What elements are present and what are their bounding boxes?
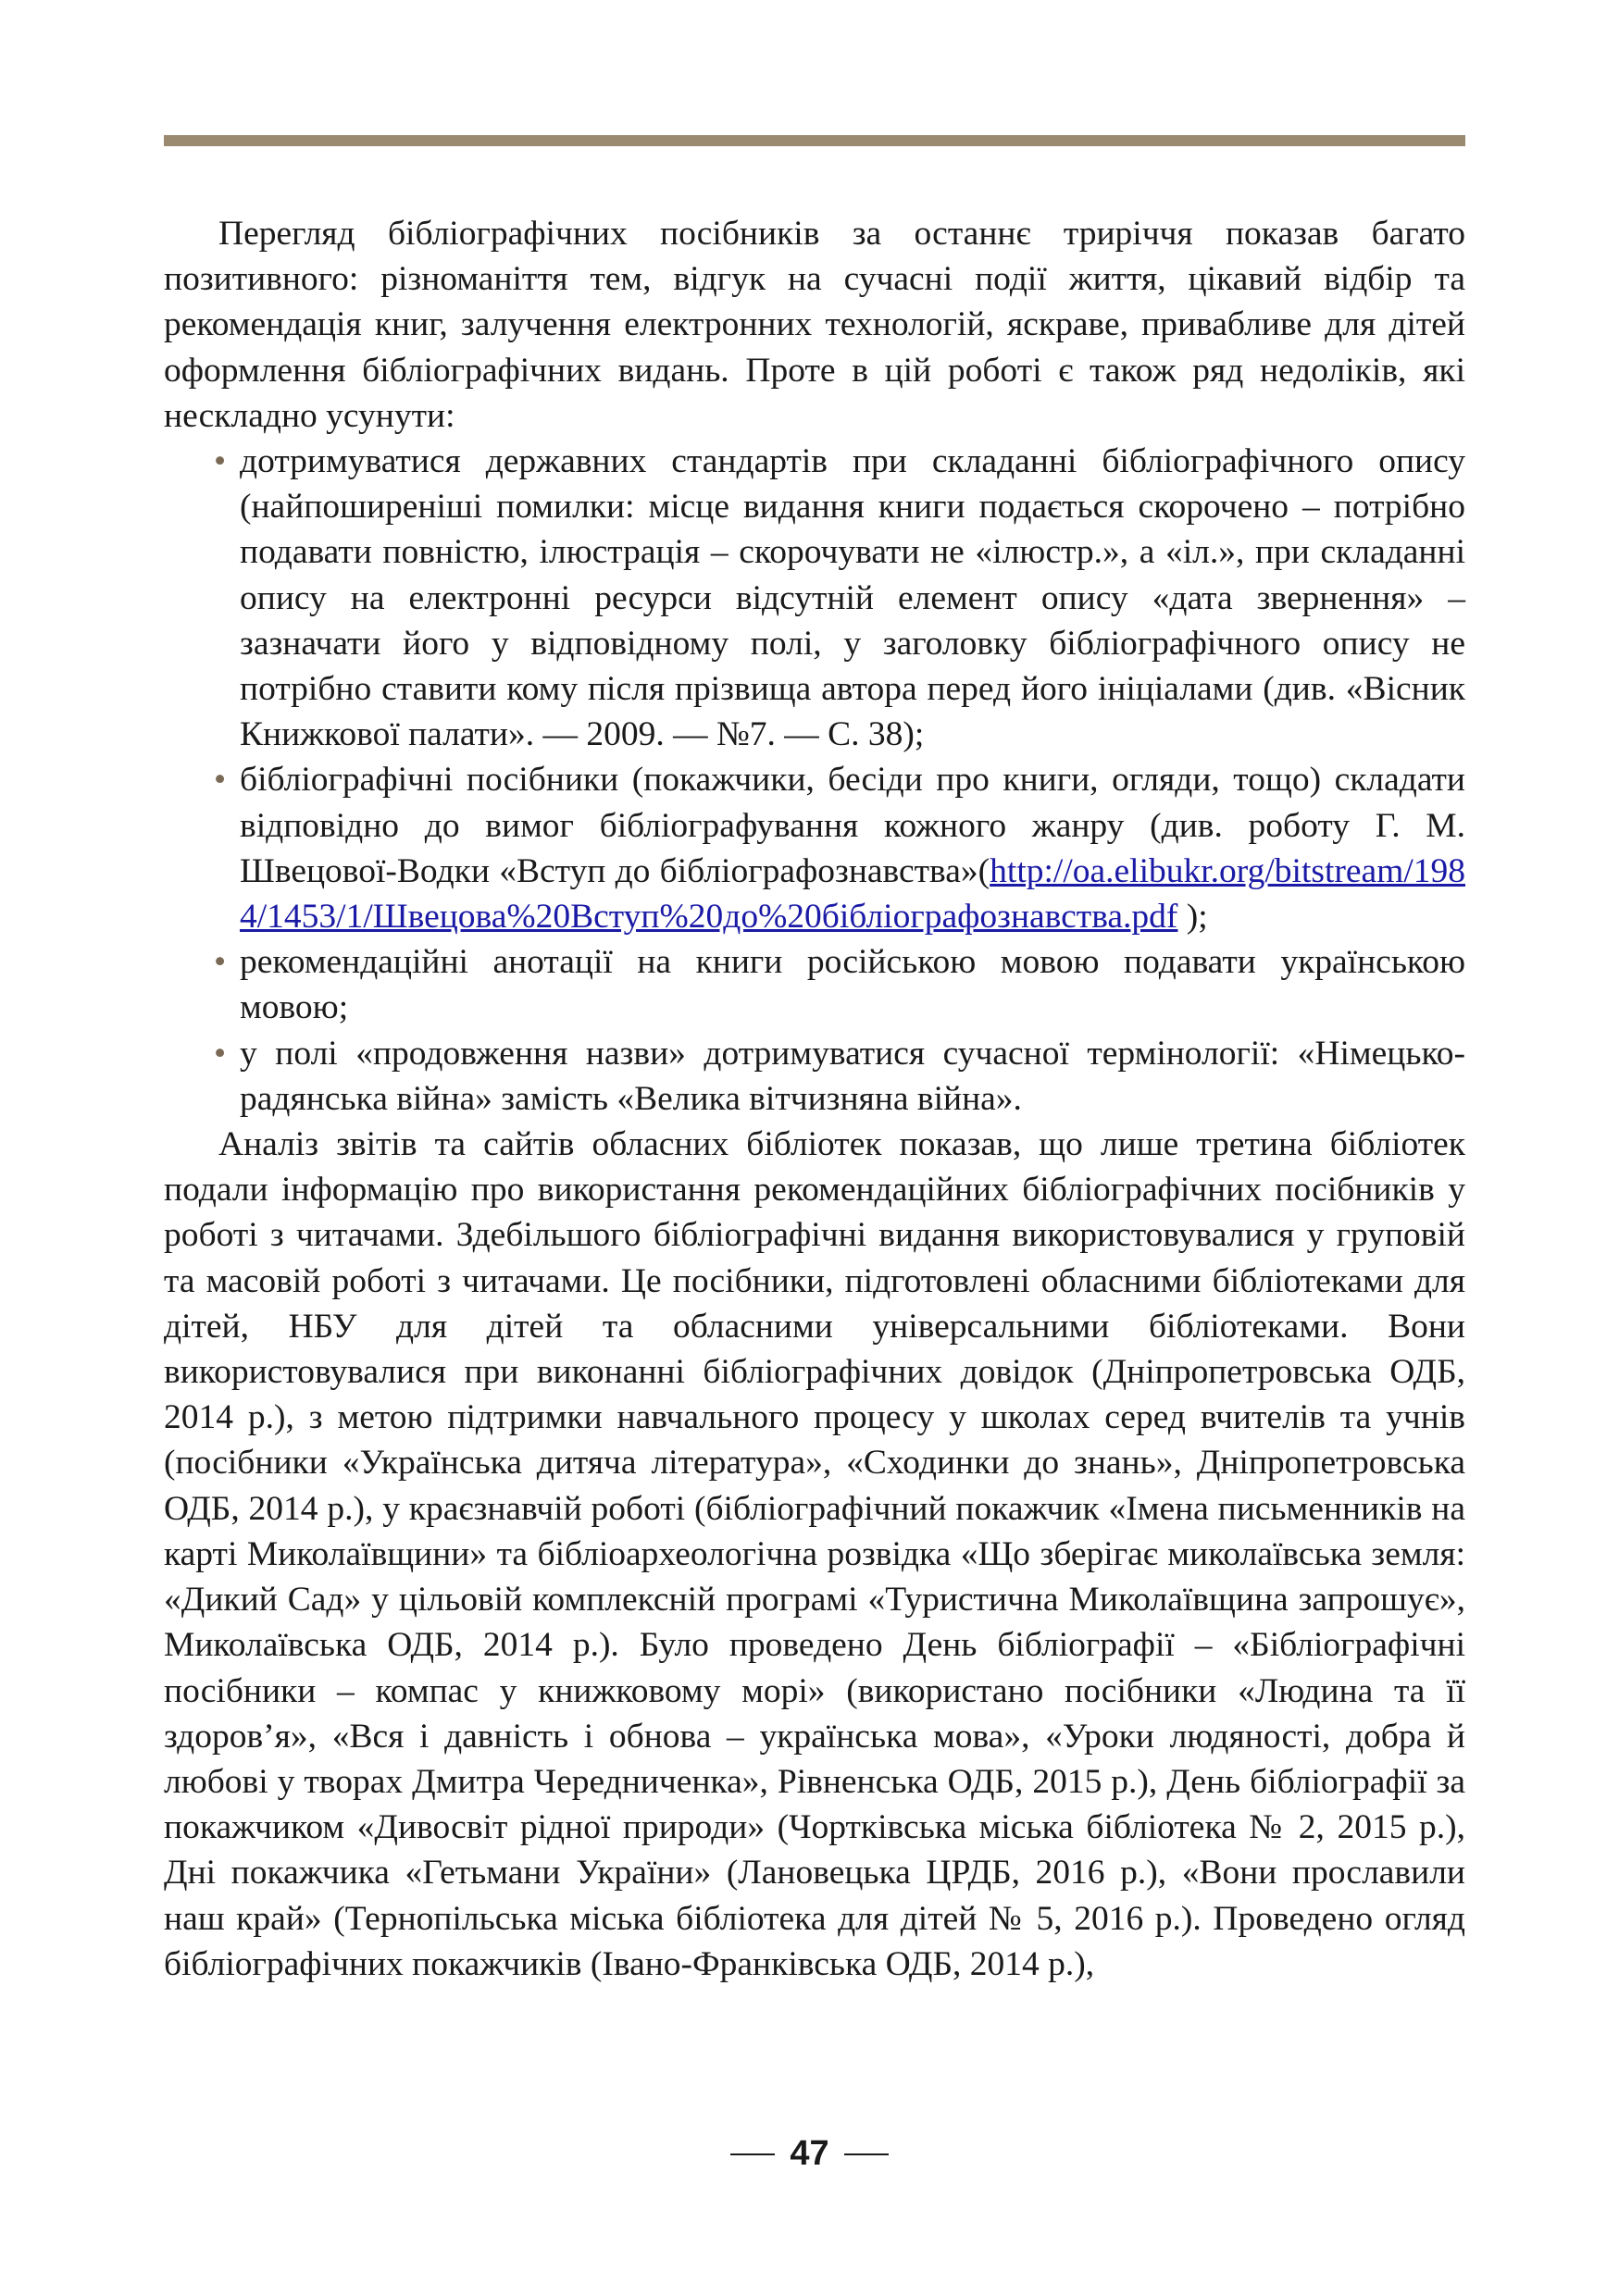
page-body <box>164 211 1465 1987</box>
footer-dash-left <box>730 2153 775 2155</box>
list-item-text: бібліографічні посібники (покажчики, бесіди про книги, огляди, тощо) складати відповідно до вимог бібліографування кожного жанру (див. роботу Г. М. Швецової-Водки «Вступ до бібліографознавства»( <box>240 761 1465 890</box>
list-item-text: у полі «продовження назви» дотримуватися сучасної термінології: «Німецько-радянська війна» замість «Велика вітчизняна війна». <box>240 1034 1465 1118</box>
bibliography-pdf-link[interactable]: http://oa.elibukr.org/bitstream/1984/1453/1/Швецова%20Вступ%20до%20бібліографознавства.pdf <box>240 851 1465 937</box>
footer-dash-right <box>844 2153 889 2155</box>
list-item <box>214 1031 1465 1122</box>
list-item <box>214 939 1465 1030</box>
intro-paragraph: Перегляд бібліографічних посібників за останнє триріччя показав багато позитивного: різноманіття тем, відгук на сучасні події життя, цікавий відбір та рекомендація книг, залучення електронних технологій, яскраве, привабливе для дітей оформлення бібліографічних видань. Проте в цій роботі є також ряд недоліків, які нескладно усунути: <box>164 215 1465 435</box>
bullet-icon: • <box>214 1034 227 1073</box>
page-footer <box>0 2134 1619 2174</box>
list-item <box>214 757 1465 939</box>
analysis-paragraph: Аналіз звітів та сайтів обласних бібліотек показав, що лише третина бібліотек подали інформацію про використання рекомендаційних бібліографічних посібників у роботі з читачами. Здебільшого бібліографічні видання використовувалися у груповій та масовій роботі з читачами. Це посібники, підготовлені обласними бібліотеками для дітей, НБУ для дітей та обласними універсальними бібліотеками. Вони використовувалися при виконанні бібліографічних довідок (Дніпропетровська ОДБ, 2014 р.), з метою підтримки навчального процесу у школах серед вчителів та учнів (посібники «Українська дитяча література», «Сходинки до знань», Дніпропетровська ОДБ, 2014 р.), у краєзнавчій роботі (бібліографічний покажчик «Імена письменників на карті Миколаївщини» та бібліоархеологічна розвідка «Що зберігає миколаївська земля: «Дикий Сад» у цільовій комплексній програмі «Туристична Миколаївщина запрошує», Миколаївська ОДБ, 2014 р.). Було проведено День бібліографії – «Бібліографічні посібники – компас у книжковому морі» (використано посібники «Людина та її здоров’я», «Вся і давність і обнова – українська мова», «Уроки людяності, добра й любові у творах Дмитра Чередниченка», Рівненська ОДБ, 2015 р.), День бібліографії за покажчиком «Дивосвіт рідної природи» (Чортківська міська бібліотека № 2, 2015 р.), Дні покажчика «Гетьмани України» (Лановецька ЦРДБ, 2016 р.), «Вони прославили наш край» (Тернопільська міська бібліотека для дітей № 5, 2016 р.). Проведено огляд бібліографічних покажчиків (Івано-Франківська ОДБ, 2014 р.), <box>164 1125 1465 1983</box>
bullet-icon: • <box>214 442 227 481</box>
list-item <box>214 439 1465 757</box>
bullet-icon: • <box>214 761 227 800</box>
list-item-text: рекомендаційні анотації на книги російською мовою подавати українською мовою; <box>240 943 1465 1027</box>
list-item-text: дотримуватися державних стандартів при складанні бібліографічного опису (найпоширеніші помилки: місце видання книги подається скорочено – потрібно подавати повністю, ілюстрація – скорочувати не «ілюстр.», а «іл.», при складанні опису на електронні ресурси відсутній елемент опису «дата звернення» – зазначати його у відповідному полі, у заголовку бібліографічного опису не потрібно ставити кому після прізвища автора перед його ініціалами (див. «Вісник Книжкової палати». — 2009. — №7. — С. 38); <box>240 442 1465 754</box>
bullet-icon: • <box>214 943 227 982</box>
page-number: 47 <box>790 2134 829 2173</box>
recommendations-list <box>164 439 1465 1122</box>
list-item-text-end: ); <box>1177 898 1208 937</box>
header-rule <box>164 135 1465 146</box>
